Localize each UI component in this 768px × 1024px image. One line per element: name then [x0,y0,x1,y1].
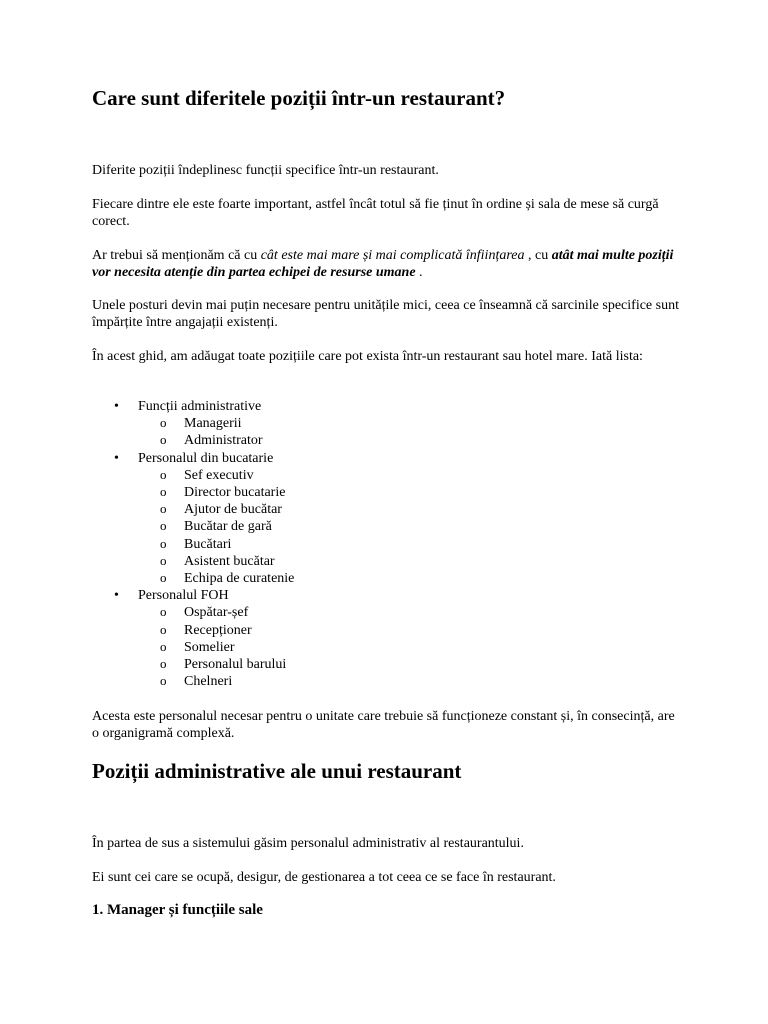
bullet-icon: • [114,588,119,604]
circle-bullet-icon: o [160,415,167,431]
circle-bullet-icon: o [160,484,167,500]
circle-bullet-icon: o [160,501,167,517]
paragraph-guide: În acest ghid, am adăugat toate pozițiile care pot exista într-un restaurant sau hotel mare. Iată lista: [92,349,643,364]
bullet-icon: • [114,399,119,414]
circle-bullet-icon: o [160,638,167,654]
sublist-item [138,415,294,432]
note-italic: cât este mai mare și mai complicată înființarea [260,248,525,263]
sublist-item [138,673,294,690]
paragraph-small-units: Unele posturi devin mai puțin necesare pentru unitățile mici, ceea ce înseamnă că sarcinile specifice sunt împărțite între angajații existenți. [92,298,679,330]
sublist-item-label: Administrator [184,433,263,449]
sublist-item [138,639,294,656]
sublist-item-label: Director bucatarie [184,485,286,501]
circle-bullet-icon: o [160,535,167,551]
circle-bullet-icon: o [160,673,167,689]
circle-bullet-icon: o [160,656,167,672]
sublist-item-label: Personalul barului [184,657,287,673]
sublist-item-label: Chelneri [184,674,233,690]
circle-bullet-icon: o [160,432,167,448]
section-heading: Poziții administrative ale unui restaurant [92,759,462,783]
sublist-item [138,536,294,553]
sublist-item-label: Asistent bucătar [184,553,275,569]
paragraph-summary: Acesta este personalul necesar pentru o unitate care trebuie să funcționeze constant și, în consecință, are o organigramă complexă. [92,709,675,741]
sublist-item [138,656,294,673]
circle-bullet-icon: o [160,466,167,482]
sublist-item-label: Bucătari [184,536,232,552]
list-item-label: Personalul FOH [138,588,229,604]
circle-bullet-icon: o [160,604,167,620]
list-item [92,398,294,450]
note-text-end: . [415,265,423,280]
list-item [92,587,294,690]
sublist-item [138,432,294,449]
sublist-item-label: Sef executiv [184,467,254,483]
paragraph-note [92,247,682,281]
subsection-heading: 1. Manager și funcțiile sale [92,902,263,918]
circle-bullet-icon: o [160,552,167,568]
sublist-item-label: Managerii [184,416,242,432]
sublist-item-label: Recepționer [184,622,252,638]
circle-bullet-icon: o [160,518,167,534]
paragraph-admin-intro: În partea de sus a sistemului găsim personalul administrativ al restaurantului. [92,836,524,851]
paragraph-intro: Diferite poziții îndeplinesc funcții specifice într-un restaurant. [92,163,439,178]
sublist-item [138,622,294,639]
sublist-item-label: Ospătar-șef [184,605,249,621]
circle-bullet-icon: o [160,570,167,586]
sublist-item [138,570,294,587]
circle-bullet-icon: o [160,621,167,637]
note-bold-italic: atât mai multe poziții vor necesita atenție din partea echipei de resurse umane [92,248,674,280]
bullet-icon: • [114,450,119,466]
note-text-mid: , cu [524,248,552,263]
sublist-item [138,553,294,570]
sublist-item-label: Echipa de curatenie [184,571,295,587]
sublist-item [138,467,294,484]
paragraph-importance: Fiecare dintre ele este foarte important, astfel încât totul să fie ținut în ordine și sala de mese să curgă corect. [92,197,659,229]
sublist-item [138,484,294,501]
sublist-item-label: Ajutor de bucătar [184,502,282,518]
sublist-item-label: Bucătar de gară [184,519,272,535]
list-item [92,450,294,588]
sublist-item [138,604,294,621]
sublist-item [138,518,294,535]
positions-list [92,398,294,690]
paragraph-admin-role: Ei sunt cei care se ocupă, desigur, de gestionarea a tot ceea ce se face în restaurant. [92,870,556,885]
list-item-label: Personalul din bucatarie [138,450,274,466]
note-text-start: Ar trebui să menționăm că cu [92,248,261,263]
sublist-item [138,501,294,518]
sublist-item-label: Somelier [184,639,235,655]
sublist [138,415,294,449]
page-title: Care sunt diferitele poziții într-un restaurant? [92,86,506,110]
list-item-label: Funcții administrative [138,399,262,414]
sublist [138,467,294,587]
sublist [138,604,294,690]
